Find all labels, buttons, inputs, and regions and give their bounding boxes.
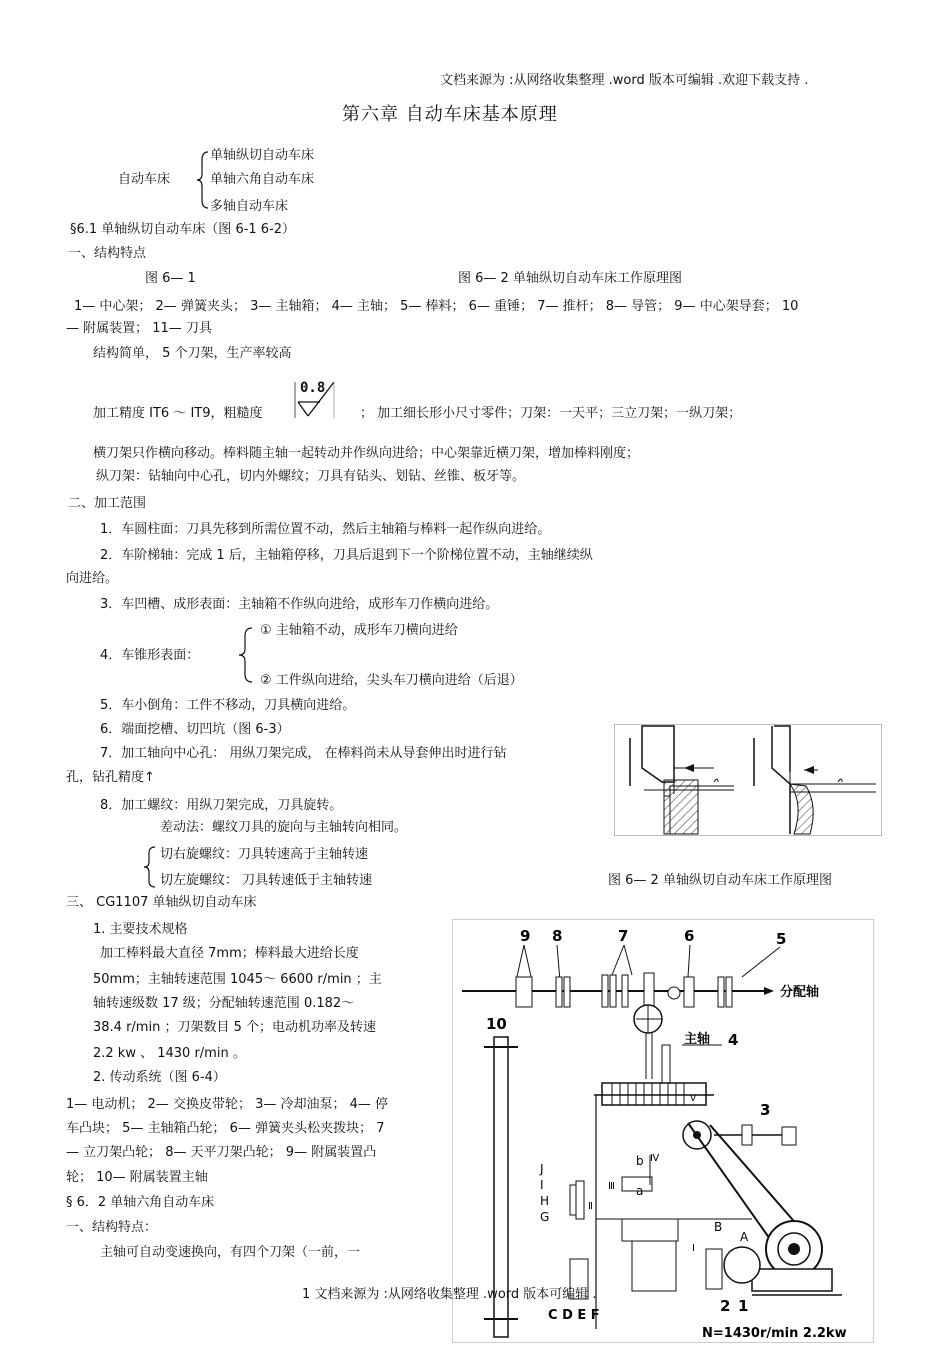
spec-line3: 轴转速级数 17 级；分配轴转速范围 0.182～ (93, 996, 355, 1011)
letter-G: G (540, 1210, 550, 1224)
figure-6-2-caption: 图 6— 2 单轴纵切自动车床工作原理图 (608, 873, 832, 888)
paragraph-horizontal-feed: 横刀架只作横向移动。棒料随主轴一起转动并作纵向进给；中心架靠近横刀架，增加棒料刚度； (93, 446, 640, 461)
transmission-line2: 车凸块； 5— 主轴箱凸轮； 6— 弹簧夹头松夹拨块； 7 (66, 1121, 385, 1136)
classify-item: 单轴纵切自动车床 (210, 148, 315, 163)
diagram-label-7: 7 (618, 927, 629, 945)
thread-left: 切左旋螺纹： 刀具转速低于主轴转速 (160, 873, 373, 888)
differential-method: 差动法：螺纹刀具的旋向与主轴转向相同。 (160, 820, 408, 835)
classify-item: 单轴六角自动车床 (210, 172, 315, 187)
transmission-line4: 轮； 10— 附属装置主轴 (66, 1170, 208, 1185)
range-item-4a: ① 主轴箱不动，成形车刀横向进给 (260, 623, 458, 638)
spec-line4: 38.4 r/min ；刀架数目 5 个；电动机功率及转速 (93, 1020, 376, 1035)
range-item-3: 3．车凹槽、成形表面：主轴箱不作纵向进给，成形车刀作横向进给。 (100, 597, 499, 612)
section-6-2: § 6．2 单轴六角自动车床 (66, 1195, 215, 1210)
classify-item: 多轴自动车床 (210, 199, 289, 214)
page-footer: 1 文档来源为 :从网络收集整理 .word 版本可编辑 . (302, 1287, 597, 1302)
label-iii: Ⅲ (608, 1181, 615, 1192)
motor-spec: N=1430r/min 2.2kw (702, 1326, 847, 1341)
roughness-symbol (294, 378, 336, 420)
range-item-6: 6．端面挖槽、切凹坑（图 6-3） (100, 722, 290, 737)
classify-root: 自动车床 (118, 172, 171, 187)
label-a: a (636, 1184, 644, 1198)
spec-line5: 2.2 kw 、 1430 r/min 。 (93, 1046, 246, 1061)
label-v: Ⅴ (690, 1094, 697, 1104)
parts-list-line2: — 附属装置； 11— 刀具 (66, 321, 212, 336)
heading-structure: 一、结构特点 (68, 246, 147, 261)
parts-list-line1: 1— 中心架； 2— 弹簧夹头； 3— 主轴箱； 4— 主轴； 5— 棒料； 6— 重锤； 7— 推杆； 8— 导管； 9— 中心架导套； 10 (74, 299, 799, 314)
label-ii: Ⅱ (588, 1201, 593, 1212)
label-B: B (714, 1220, 723, 1234)
classify-brace (196, 150, 210, 210)
heading-range: 二、加工范围 (68, 496, 147, 511)
spec-line2: 50mm；主轴转速范围 1045～ 6600 r/min ；主 (93, 972, 382, 987)
diagram-label-9: 9 (520, 927, 531, 945)
diagram-label-10: 10 (486, 1015, 507, 1033)
diagram-label-4: 4 (728, 1031, 739, 1049)
range-item-2b: 向进给。 (66, 571, 119, 586)
letters-bottom: C D E F (548, 1308, 600, 1323)
thread-brace (143, 845, 157, 889)
heading-cg1107: 三、 CG1107 单轴纵切自动车床 (66, 895, 257, 910)
spec-heading: 1. 主要技术规格 (93, 922, 188, 937)
diagram-label-3: 3 (760, 1101, 771, 1119)
paragraph-simple: 结构简单， 5 个刀架，生产率较高 (93, 346, 292, 361)
paragraph-vertical-holder: 纵刀架：钻轴向中心孔，切内外螺纹；刀具有钻头、划钻、丝锥、板牙等。 (96, 469, 526, 484)
label-iv: Ⅳ (650, 1153, 660, 1164)
groove-figure (614, 724, 882, 836)
letter-I: I (540, 1178, 544, 1192)
thread-right: 切右旋螺纹：刀具转速高于主轴转速 (160, 847, 369, 862)
transmission-heading: 2. 传动系统（图 6-4） (93, 1070, 226, 1085)
paragraph-precision-b: ； 加工细长形小尺寸零件；刀架：一天平；三立刀架；一纵刀架； (360, 406, 742, 421)
range-item-2a: 2．车阶梯轴：完成 1 后，主轴箱停移，刀具后退到下一个阶梯位置不动，主轴继续纵 (100, 548, 593, 563)
paragraph-precision-a: 加工精度 IT6 ～ IT9，粗糙度 (93, 406, 263, 421)
diagram-label-1: 1 (738, 1297, 749, 1315)
page-header: 文档来源为 :从网络收集整理 .word 版本可编辑 .欢迎下载支持 . (440, 73, 809, 88)
diagram-label-6: 6 (684, 927, 695, 945)
figure-6-2-label: 图 6— 2 单轴纵切自动车床工作原理图 (458, 271, 682, 286)
roughness-value: 0.8 (300, 380, 326, 396)
range-4-brace (238, 626, 254, 684)
label-b: b (636, 1154, 644, 1168)
range-item-7a: 7．加工轴向中心孔： 用纵刀架完成， 在棒料尚未从导套伸出时进行钻 (100, 746, 507, 761)
spindle-label: 主轴 (684, 1032, 711, 1047)
diagram-label-8: 8 (552, 927, 563, 945)
spec-line1: 加工棒料最大直径 7mm；棒料最大进给长度 (100, 946, 359, 961)
range-item-8: 8．加工螺纹：用纵刀架完成，刀具旋转。 (100, 798, 343, 813)
range-item-4: 4．车锥形表面： (100, 648, 200, 663)
section-6-2-paragraph: 主轴可自动变速换向，有四个刀架（一前，一 (100, 1245, 361, 1260)
transmission-line3: — 立刀架凸轮； 8— 天平刀架凸轮； 9— 附属装置凸 (66, 1145, 377, 1160)
letter-H: H (540, 1194, 550, 1208)
range-item-5: 5．车小倒角：工件不移动，刀具横向进给。 (100, 698, 356, 713)
diagram-label-5: 5 (776, 930, 787, 948)
figure-6-1-label: 图 6— 1 (145, 271, 196, 286)
range-item-7b: 孔，钻孔精度↑ (66, 770, 155, 785)
label-i: Ⅰ (692, 1243, 695, 1254)
section-6-2-heading: 一、结构特点： (66, 1220, 158, 1235)
transmission-line1: 1— 电动机； 2— 交换皮带轮； 3— 冷却油泵； 4— 停 (66, 1097, 389, 1112)
page-title: 第六章 自动车床基本原理 (342, 104, 558, 125)
range-item-4b: ② 工件纵向进给，尖头车刀横向进给（后退） (260, 673, 523, 688)
distribution-shaft-label: 分配轴 (780, 985, 820, 1000)
letter-J: J (540, 1162, 544, 1176)
label-A: A (740, 1230, 749, 1244)
range-item-1: 1．车圆柱面：刀具先移到所需位置不动，然后主轴箱与棒料一起作纵向进给。 (100, 522, 551, 537)
diagram-label-2: 2 (720, 1297, 731, 1315)
section-6-1: §6.1 单轴纵切自动车床（图 6-1 6-2） (70, 222, 296, 237)
transmission-diagram (452, 919, 874, 1343)
